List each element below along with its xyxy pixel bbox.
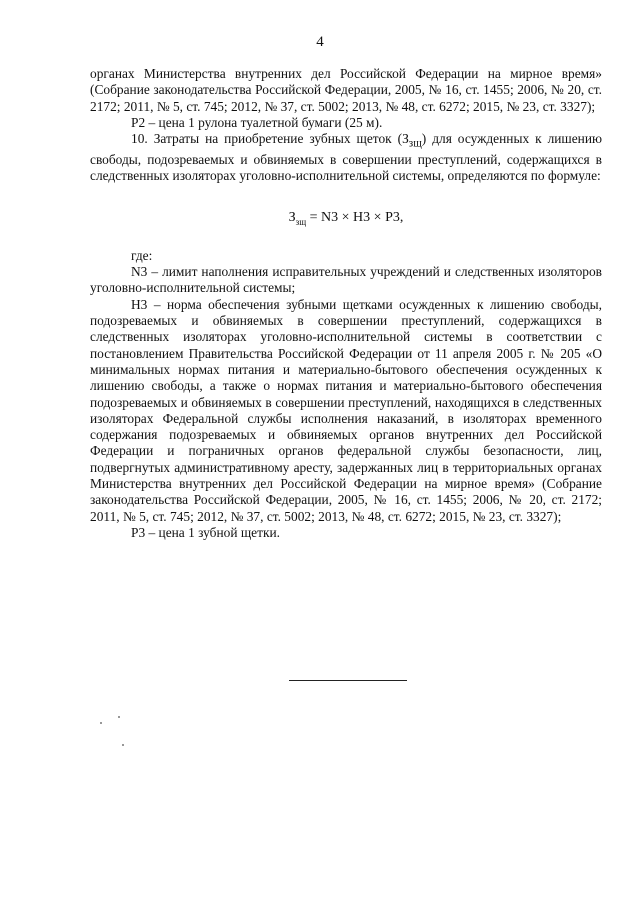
paragraph-continuation: органах Министерства внутренних дел Российской Федерации на мирное время» (Собрание законодательства Российской Федерации, 2005, № 16, ст. 1455; 2006, № 20, ст. 2172; 2011, № 5, ст. 745; 2012, № 37, ст. 5002; 2013, № 48, ст. 6272; 2015, № 23, ст. 3327); — [90, 66, 602, 114]
document-body — [90, 66, 602, 541]
scan-speck — [122, 744, 124, 746]
item-10-text-start: 10. Затраты на приобретение зубных щеток (З — [131, 131, 409, 147]
item-10-subscript: зщ — [408, 137, 422, 150]
paragraph-p3-definition: Р3 – цена 1 зубной щетки. — [131, 524, 280, 540]
end-divider-line — [289, 680, 407, 681]
item-10-text-end: ) для осужденных к лишению свободы, подозреваемых и обвиняемых в совершении преступлений, содержащихся в следственных изоляторах уголовно-исполнительной системы, определяются по формуле: — [90, 131, 603, 184]
paragraph-item-10 — [90, 131, 602, 185]
page-number: 4 — [316, 34, 324, 50]
paragraph-p2-definition: Р2 – цена 1 рулона туалетной бумаги (25 м). — [131, 114, 383, 130]
formula-subscript: зщ — [295, 216, 307, 227]
formula-lhs: З — [288, 209, 296, 225]
paragraph-h3-definition: Н3 – норма обеспечения зубными щетками осужденных к лишению свободы, подозреваемых и обвиняемых в совершении преступлений, содержащихся в следственных изоляторах уголовно-исполнительной системы в соответствии с постановлением Правительства Российской Федерации от 11 апреля 2005 г. № 205 «О минимальных нормах питания и материально-бытового обеспечения осужденных к лишению свободы, а также о нормах питания и материально-бытового обеспечения подозреваемых и обвиняемых в совершении преступлений, находящихся в следственных изоляторах Федеральной службы исполнения наказаний, в изоляторах временного содержания подозреваемых и обвиняемых органов внутренних дел Российской Федерации и пограничных органов федеральной службы безопасности, лиц, подвергнутых административному аресту, задержанных лиц в территориальных органах Министерства внутренних дел Российской Федерации на мирное время» (Собрание законодательства Российской Федерации, 2005, № 16, ст. 1455; 2006, № 20, ст. 2172; 2011, № 5, ст. 745; 2012, № 37, ст. 5002; 2013, № 48, ст. 6272; 2015, № 23, ст. 3327); — [90, 296, 602, 524]
paragraph-n3-definition: N3 – лимит наполнения исправительных учреждений и следственных изоляторов уголовно-исполнительной системы; — [90, 264, 602, 296]
formula-rhs: = N3 × Н3 × Р3, — [306, 209, 404, 225]
scan-speck — [100, 722, 102, 724]
where-label: где: — [131, 247, 153, 263]
formula — [90, 210, 602, 230]
scan-speck — [118, 716, 120, 718]
